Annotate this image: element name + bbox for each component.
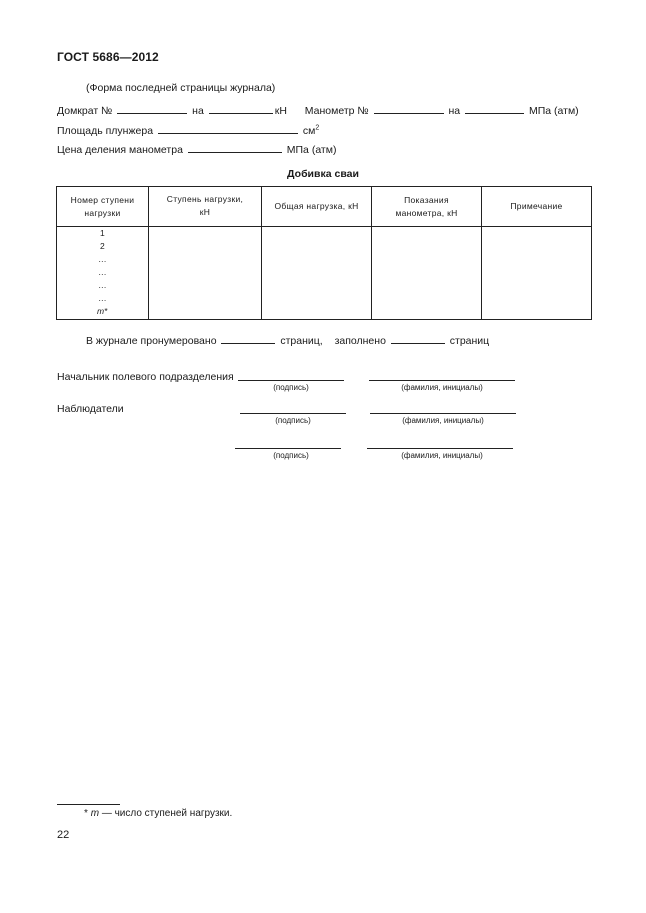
chief-name-caption: (фамилия, инициалы) [401, 383, 483, 392]
footnote-text: — число ступеней нагрузки. [101, 808, 233, 819]
observer1-name-line[interactable] [370, 413, 516, 414]
pile-driving-table [56, 186, 592, 320]
chief-signature-caption: (подпись) [273, 383, 309, 392]
plunger-label: Площадь плунжера [57, 125, 154, 137]
observers-label: Наблюдатели [57, 403, 124, 415]
col-header-load-step: Ступень нагрузки, кН [149, 187, 262, 227]
manometer-capacity-blank[interactable] [465, 104, 524, 114]
plunger-area-blank[interactable] [158, 124, 298, 134]
standard-header: ГОСТ 5686—2012 [57, 50, 159, 64]
footnote-rule [57, 804, 120, 805]
manometer-number-blank[interactable] [374, 104, 444, 114]
on-label-2: на [448, 105, 461, 117]
unit-mpa-2: МПа (атм) [286, 144, 337, 156]
numbered-label: В журнале пронумеровано [86, 335, 217, 347]
observer2-name-line[interactable] [367, 448, 513, 449]
step-value: ... [98, 267, 107, 277]
pages-label-1: страниц, [280, 335, 323, 347]
observer2-name-caption: (фамилия, инициалы) [401, 451, 483, 460]
table-header-row [57, 187, 592, 227]
unit-mpa: МПа (атм) [528, 105, 579, 117]
chief-name-line[interactable] [369, 380, 515, 381]
on-label: на [192, 105, 204, 117]
chief-signature-line[interactable] [238, 380, 344, 381]
numbered-pages-blank[interactable] [221, 334, 275, 344]
col-header-total-load: Общая нагрузка, кН [262, 187, 372, 227]
footnote [84, 808, 232, 819]
chief-label: Начальник полевого подразделения [57, 371, 234, 383]
division-blank[interactable] [188, 143, 282, 153]
filled-label: заполнено [334, 335, 386, 347]
col-header-note: Примечание [482, 187, 592, 227]
jack-label: Домкрат № [57, 105, 113, 117]
form-note: (Форма последней страницы журнала) [86, 82, 276, 94]
plunger-line [57, 124, 319, 137]
step-value: ... [98, 293, 107, 303]
col-header-manometer-readings: Показания манометра, кН [372, 187, 482, 227]
step-value: 2 [99, 241, 106, 251]
table-row [57, 227, 592, 320]
total-load-cell[interactable] [262, 227, 372, 320]
note-cell[interactable] [482, 227, 592, 320]
step-number-cell [57, 227, 149, 320]
division-line [57, 143, 336, 156]
observer2-signature-caption: (подпись) [273, 451, 309, 460]
observer1-signature-line[interactable] [240, 413, 346, 414]
page-number: 22 [57, 829, 70, 841]
manometer-label: Манометр № [304, 105, 369, 117]
jack-line [57, 104, 579, 117]
step-value: ... [98, 280, 107, 290]
observer2-signature-line[interactable] [235, 448, 341, 449]
step-value: ... [98, 254, 107, 264]
observer1-name-caption: (фамилия, инициалы) [402, 416, 484, 425]
jack-capacity-blank[interactable] [209, 104, 273, 114]
unit-cm-sup: 2 [315, 124, 320, 132]
unit-kn: кН [274, 105, 287, 117]
division-label: Цена деления манометра [57, 144, 183, 156]
footnote-symbol: m [90, 808, 100, 819]
unit-cm: см [302, 125, 316, 137]
jack-number-blank[interactable] [117, 104, 187, 114]
observer1-signature-caption: (подпись) [275, 416, 311, 425]
col-header-step-number: Номер ступени нагрузки [57, 187, 149, 227]
journal-pages-line [86, 334, 489, 347]
pages-label-2: страниц [449, 335, 490, 347]
table-title: Добивка сваи [287, 168, 359, 180]
step-value: 1 [99, 228, 106, 238]
filled-pages-blank[interactable] [391, 334, 445, 344]
load-step-cell[interactable] [149, 227, 262, 320]
step-value-last: m* [97, 306, 108, 316]
manometer-reading-cell[interactable] [372, 227, 482, 320]
footnote-mark: * [84, 808, 88, 819]
